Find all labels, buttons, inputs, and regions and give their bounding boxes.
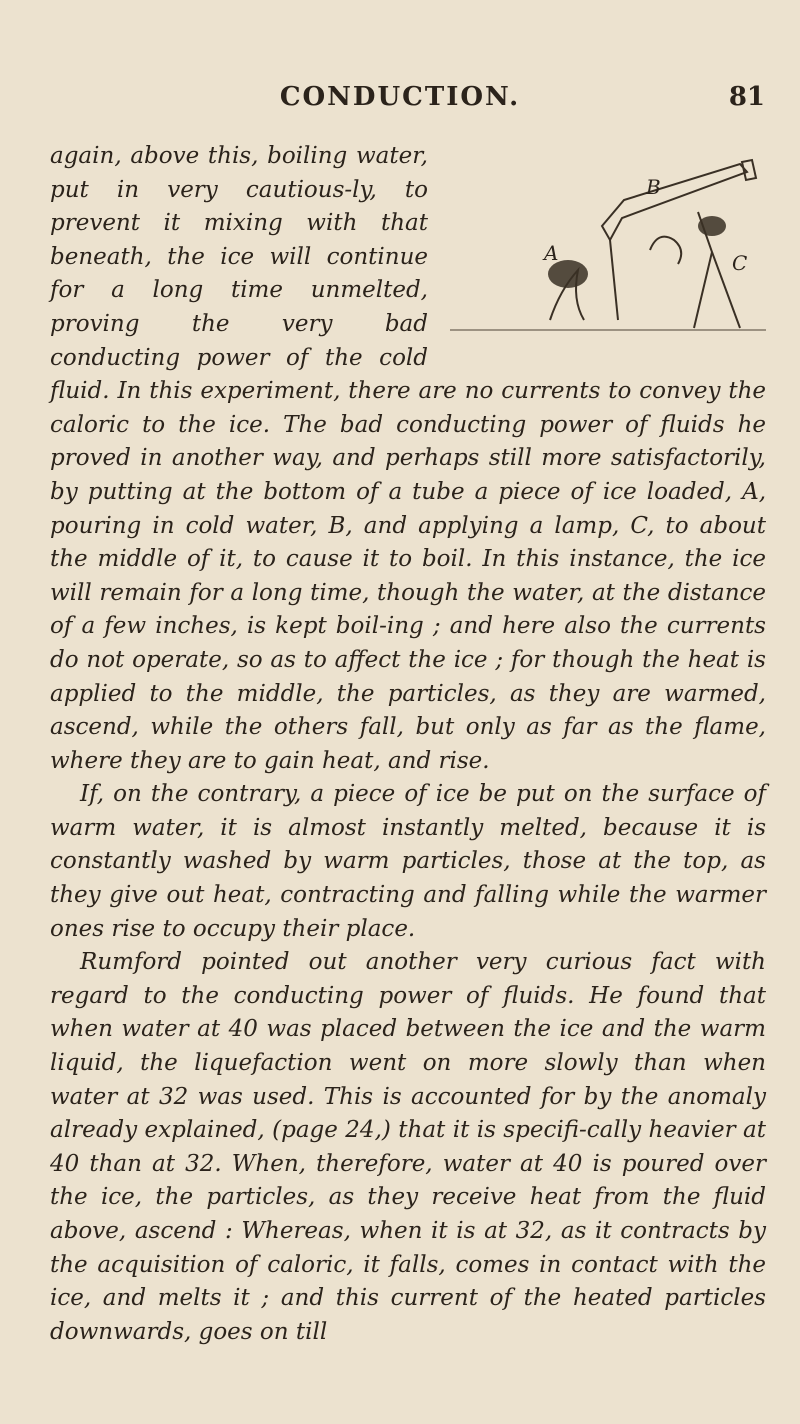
label-a: A [544, 241, 559, 265]
lamp-flame [698, 216, 726, 236]
paragraph-2: If, on the contrary, a piece of ice be put on the surface of warm water, it is almost instantly melted, because it is constantly washed by warm particles, those at the top, as they give out heat, contracting and falling while the warmer ones rise to occupy their place. [50, 781, 766, 942]
body-text [50, 140, 766, 1349]
paragraph-3: Rumford pointed out another very curious fact with regard to the conducting power of fluids. He found that when water at 40 was placed between the ice and the warm liquid, the liquefaction went on more slowly than when water at 32 was used. This is accounted for by the anomaly already explained, (page 24,) that it is specifi-cally heavier at 40 than at 32. When, therefore, water at 40 is poured over the ice, the particles, as they receive heat from the fluid above, ascend : Whereas, when it is at 32, as it contracts by the acquisition of caloric, it falls, comes in contact with the ice, and melts it ; and this current of the heated particles downwards, goes on till [50, 949, 766, 1345]
page-header [0, 78, 800, 118]
paragraph-1 [50, 140, 766, 778]
tube-diagram [450, 142, 766, 366]
paragraph-1-text: again, above this, boiling water, put in very cautious-ly, to prevent it mixing with that beneath, the ice will continue for a long time unmelted, proving the very bad conducting power of the cold fluid. In this experiment, there are no currents to convey the caloric to the ice. The bad conducting power of fluids he proved in another way, and perhaps still more satisfactorily, by putting at the bottom of a tube a piece of ice loaded, A, pouring in cold water, B, and applying a lamp, C, to about the middle of it, to cause it to boil. In this instance, the ice will remain for a long time, though the water, at the distance of a few inches, is kept boil-ing ; and here also the currents do not operate, so as to affect the ice ; for though the heat is applied to the middle, the particles, as they are warmed, ascend, while the others fall, but only as far as the flame, where they are to gain heat, and rise. [50, 143, 766, 774]
tube-figure [450, 142, 766, 366]
label-b: B [646, 175, 661, 199]
running-title: CONDUCTION. [279, 82, 521, 112]
page-number: 81 [728, 82, 765, 112]
tube-mouth [742, 160, 756, 180]
label-c: C [732, 251, 748, 275]
tube-body [610, 240, 618, 320]
flame-curl [650, 237, 681, 264]
